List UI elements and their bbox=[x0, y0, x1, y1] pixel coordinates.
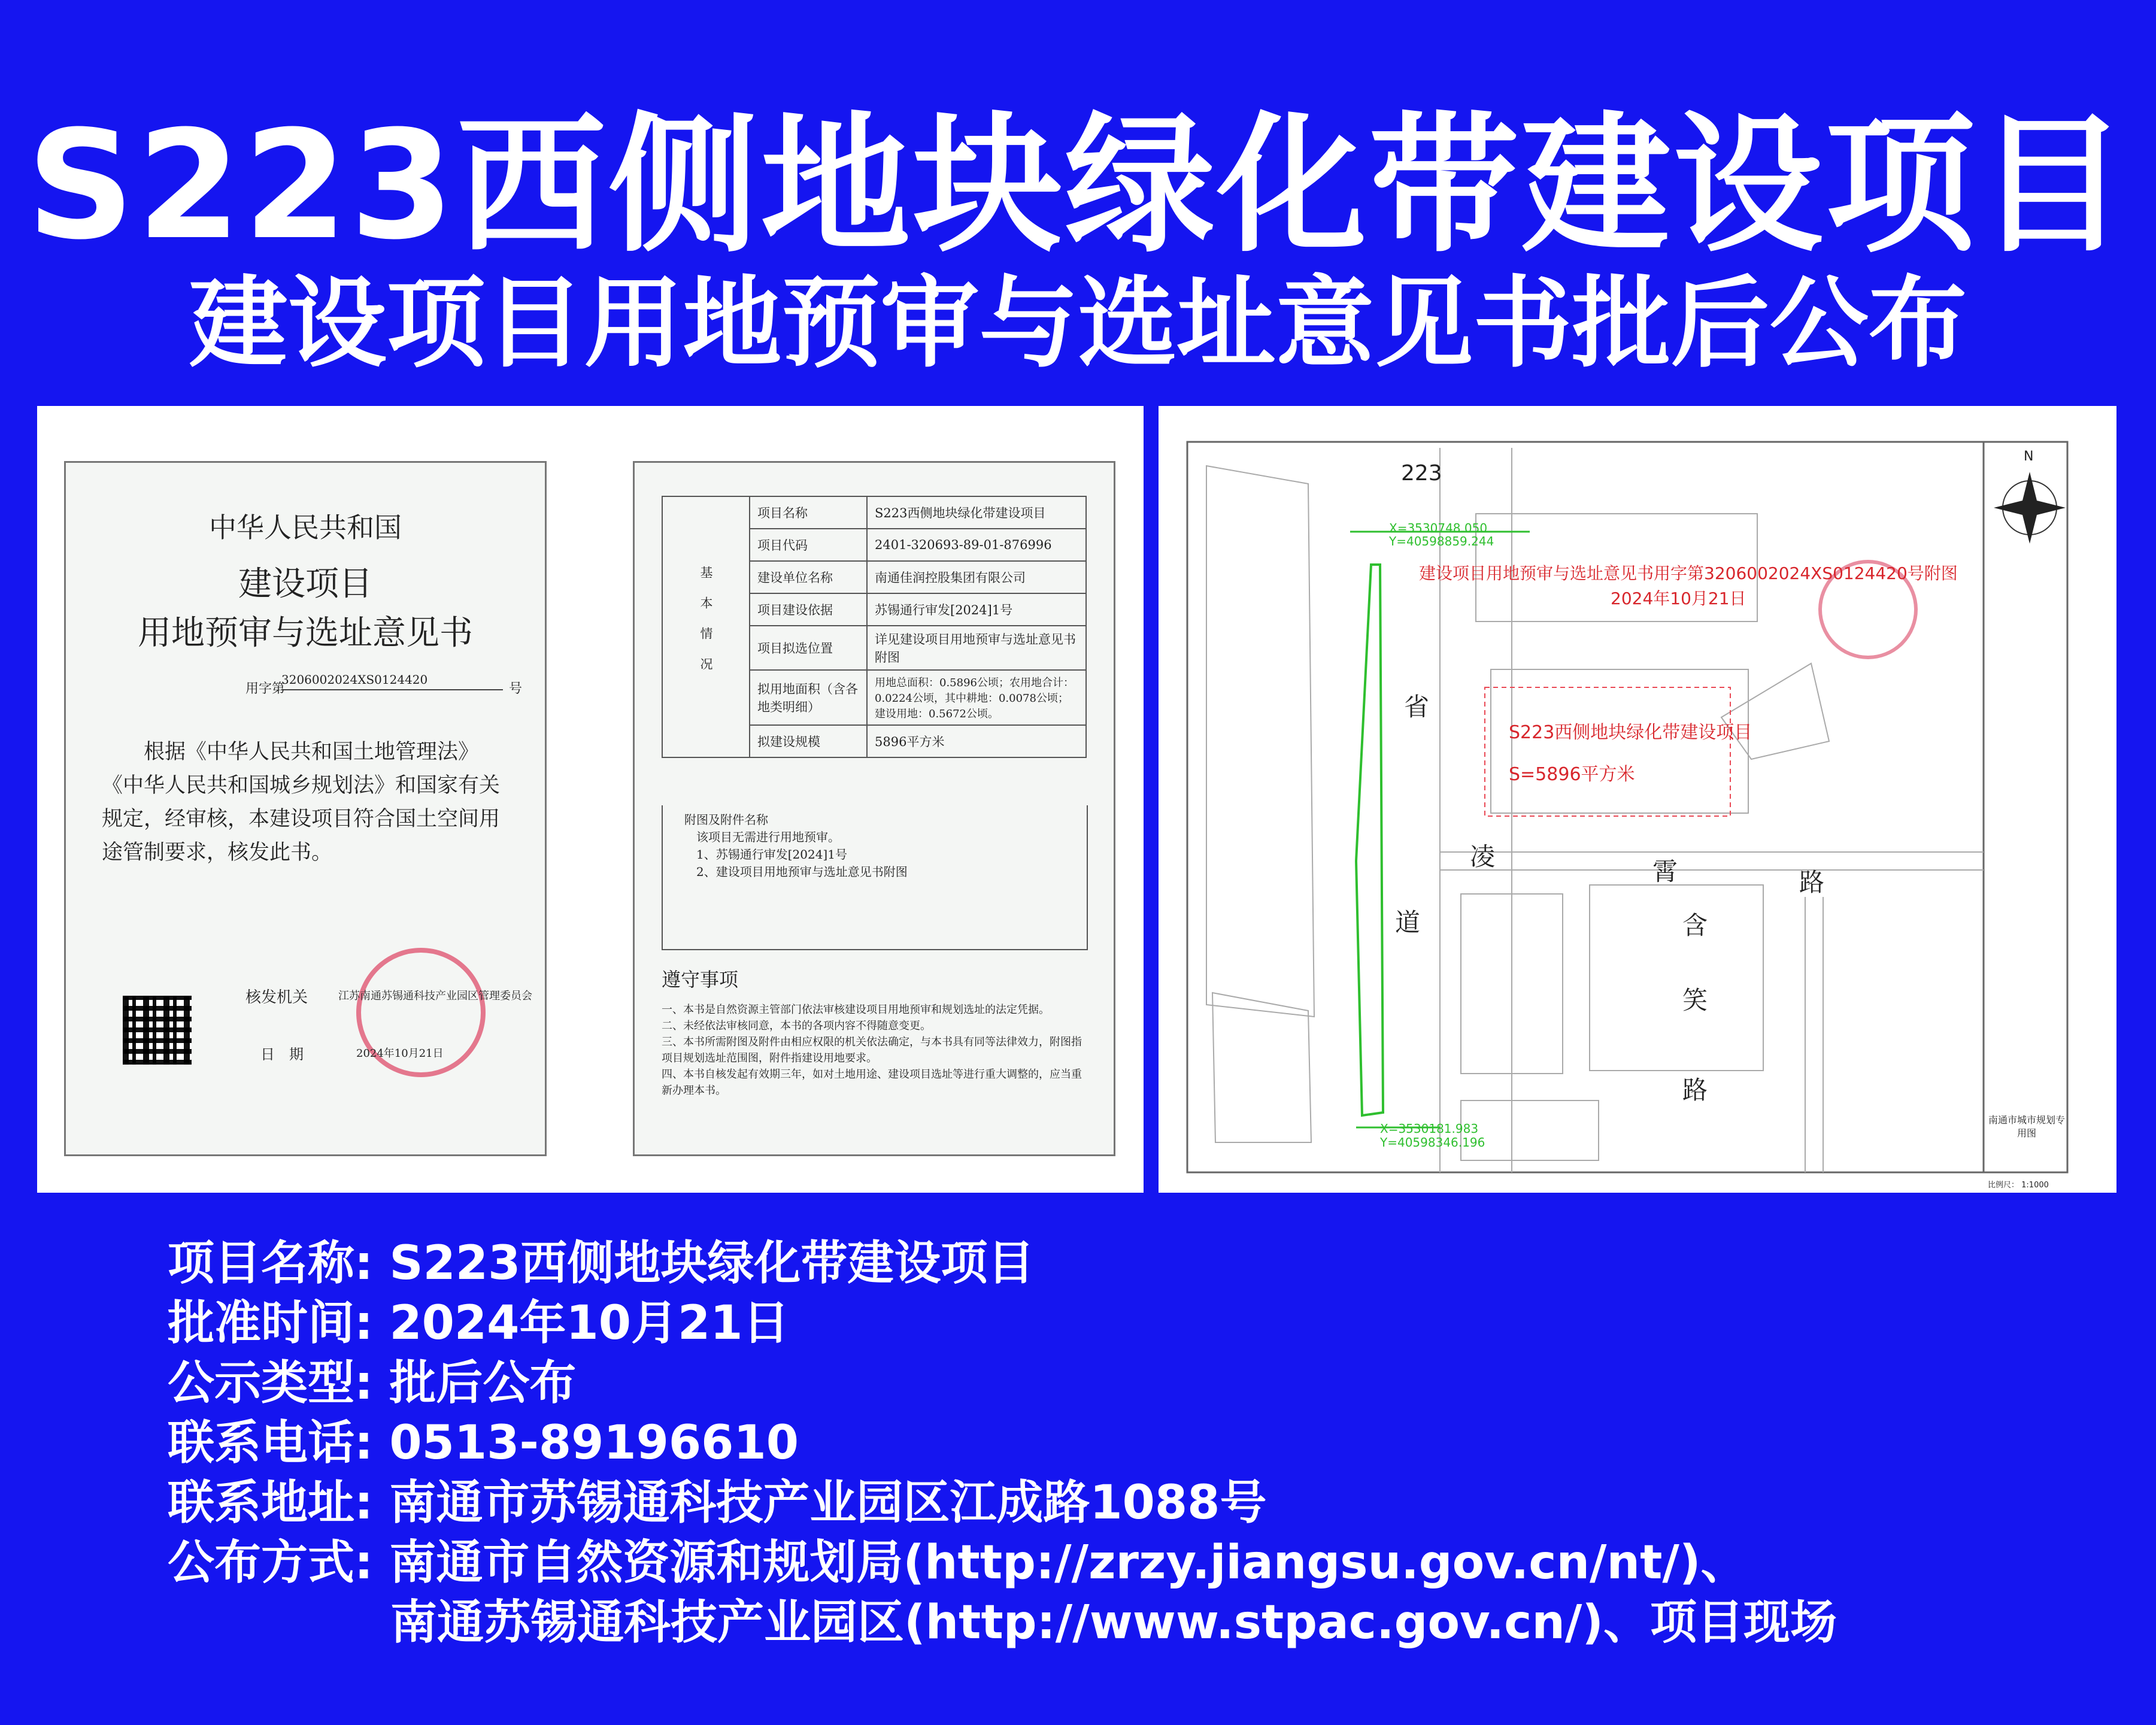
certificate-number-suffix: 号 bbox=[509, 681, 523, 696]
attachment-item: 2、建设项目用地预审与选址意见书附图 bbox=[696, 865, 908, 879]
info-value: 南通市自然资源和规划局(http://zrzy.jiangsu.gov.cn/nt/)、 bbox=[389, 1536, 1748, 1590]
info-row-publish-method bbox=[168, 1533, 1837, 1593]
detail-value: 2401-320693-89-01-876996 bbox=[867, 529, 1086, 561]
attachments-title: 附图及附件名称 bbox=[684, 813, 768, 827]
detail-value: 苏锡通行审发[2024]1号 bbox=[867, 593, 1086, 626]
detail-value: 详见建设项目用地预审与选址意见书附图 bbox=[867, 626, 1086, 670]
road-label-lingxiao: 凌 bbox=[1470, 842, 1496, 871]
info-block bbox=[168, 1233, 1837, 1653]
road-label-lingxiao: 路 bbox=[1799, 868, 1825, 897]
details-side-label: 基本情况 bbox=[662, 496, 750, 757]
issuer-label: 核发机关 bbox=[245, 989, 308, 1006]
info-key: 项目名称: bbox=[168, 1236, 374, 1290]
scale-label-text: 比例尺： bbox=[1988, 1181, 2019, 1190]
detail-value: 5896平方米 bbox=[867, 725, 1086, 757]
certificate-country: 中华人民共和国 bbox=[209, 511, 402, 544]
road-label-lingxiao: 霄 bbox=[1652, 857, 1678, 886]
detail-value: 南通佳润控股集团有限公司 bbox=[867, 561, 1086, 593]
detail-label: 项目代码 bbox=[750, 529, 867, 561]
map-caption-line2: 2024年10月21日 bbox=[1611, 589, 1746, 608]
notes-list bbox=[662, 1002, 1087, 1099]
page-subtitle: 建设项目用地预审与选址意见书批后公布 bbox=[189, 266, 1967, 381]
certificate-title-line2: 用地预审与选址意见书 bbox=[138, 614, 473, 653]
attachment-item: 该项目无需进行用地预审。 bbox=[696, 830, 840, 844]
info-row-publish-method-cont bbox=[168, 1593, 1837, 1653]
note-item: 四、本书自核发起有效期三年，如对土地用途、建设项目选址等进行重大调整的，应当重新办理本书。 bbox=[662, 1068, 1082, 1097]
map-stamp-text: 南通市城市规划专用图 bbox=[1988, 1114, 2065, 1139]
certificate-number bbox=[281, 672, 427, 687]
certificate-title-line1: 建设项目 bbox=[238, 565, 372, 604]
road-label-hanxiao: 路 bbox=[1682, 1075, 1708, 1105]
issuer-name: 江苏南通苏锡通科技产业园区管理委员会 bbox=[338, 990, 532, 1002]
road-label-hanxiao: 含 bbox=[1682, 911, 1708, 940]
info-key: 批准时间: bbox=[168, 1296, 374, 1350]
road-label-hanxiao: 笑 bbox=[1682, 986, 1708, 1015]
info-value: S223西侧地块绿化带建设项目 bbox=[389, 1236, 1035, 1290]
coord-bottom-x: X=3530181.983 bbox=[1380, 1121, 1479, 1136]
project-boundary bbox=[1356, 565, 1383, 1115]
info-key: 联系电话: bbox=[168, 1416, 374, 1470]
note-item: 三、本书所需附图及附件由相应权限的机关依法确定，与本书具有同等法律效力，附图指项目规划选址范围图，附件指建设用地要求。 bbox=[662, 1036, 1082, 1065]
site-map-panel bbox=[1159, 406, 2116, 1193]
map-project-label: S223西侧地块绿化带建设项目 bbox=[1509, 722, 1752, 743]
road-number-label: 223 bbox=[1401, 461, 1442, 486]
coord-bottom-y: Y=40598346.196 bbox=[1380, 1135, 1485, 1150]
map-caption-line1: 建设项目用地预审与选址意见书用字第3206002024XS0124420号附图 bbox=[1419, 563, 1958, 583]
road-label-provincial: 道 bbox=[1395, 908, 1421, 937]
certificate-number-line bbox=[281, 689, 503, 690]
info-value: 批后公布 bbox=[389, 1356, 577, 1410]
note-item: 二、未经依法审核同意，本书的各项内容不得随意变更。 bbox=[662, 1020, 931, 1032]
road-label-provincial: 省 bbox=[1404, 692, 1430, 721]
info-row-notice-type bbox=[168, 1353, 1837, 1413]
coord-top-y: Y=40598859.244 bbox=[1389, 534, 1494, 548]
detail-label: 拟建设规模 bbox=[750, 725, 867, 757]
detail-value: S223西侧地块绿化带建设项目 bbox=[867, 496, 1086, 529]
map-area-label: S=5896平方米 bbox=[1509, 764, 1635, 785]
info-value: 南通市苏锡通科技产业园区江成路1088号 bbox=[389, 1476, 1267, 1530]
info-value: 南通苏锡通科技产业园区(http://www.stpac.gov.cn/)、项目现场 bbox=[390, 1596, 1837, 1650]
info-value: 2024年10月21日 bbox=[389, 1296, 790, 1350]
detail-label: 项目名称 bbox=[750, 496, 867, 529]
certificate-body: 根据《中华人民共和国土地管理法》《中华人民共和国城乡规划法》和国家有关规定，经审核，本建设项目符合国土空间用途管制要求，核发此书。 bbox=[102, 740, 501, 865]
details-table bbox=[662, 496, 1087, 758]
issue-date: 2024年10月21日 bbox=[356, 1047, 444, 1060]
scale-value: 1:1000 bbox=[2021, 1181, 2049, 1190]
detail-value: 用地总面积：0.5896公顷；农用地合计：0.0224公顷，其中耕地：0.0078公顷；建设用地：0.5672公顷。 bbox=[867, 670, 1086, 725]
attachments-box bbox=[662, 805, 1088, 950]
notes-title: 遵守事项 bbox=[662, 968, 739, 991]
north-label: N bbox=[2024, 449, 2034, 464]
certificate-number-value: 3206002024XS0124420 bbox=[281, 672, 428, 687]
certificate-panel bbox=[37, 406, 1144, 1193]
info-key: 公布方式: bbox=[168, 1536, 374, 1590]
info-row-phone bbox=[168, 1413, 1837, 1473]
info-value: 0513-89196610 bbox=[389, 1416, 799, 1470]
info-key: 公示类型: bbox=[168, 1356, 374, 1410]
detail-label: 项目拟选位置 bbox=[750, 626, 867, 670]
qr-code bbox=[123, 996, 192, 1065]
certificate-cover bbox=[64, 461, 547, 1156]
info-row-approval-date bbox=[168, 1293, 1837, 1353]
certificate-number-prefix: 用字第 bbox=[245, 681, 286, 696]
info-row-project-name bbox=[168, 1233, 1837, 1293]
page-title: S223西侧地块绿化带建设项目 bbox=[26, 98, 2130, 272]
date-label: 日 期 bbox=[260, 1046, 304, 1063]
info-key: 联系地址: bbox=[168, 1476, 374, 1530]
attachment-item: 1、苏锡通行审发[2024]1号 bbox=[696, 847, 847, 862]
certificate-details bbox=[633, 461, 1115, 1156]
site-map-drawing bbox=[1159, 406, 2116, 1193]
detail-label: 拟用地面积（含各地类明细） bbox=[750, 670, 867, 725]
coord-top-x: X=3530748.050 bbox=[1389, 521, 1488, 535]
detail-label: 项目建设依据 bbox=[750, 593, 867, 626]
info-row-address bbox=[168, 1473, 1837, 1533]
scale-label bbox=[1988, 1178, 2049, 1190]
detail-label: 建设单位名称 bbox=[750, 561, 867, 593]
note-item: 一、本书是自然资源主管部门依法审核建设项目用地预审和规划选址的法定凭据。 bbox=[662, 1004, 1050, 1016]
